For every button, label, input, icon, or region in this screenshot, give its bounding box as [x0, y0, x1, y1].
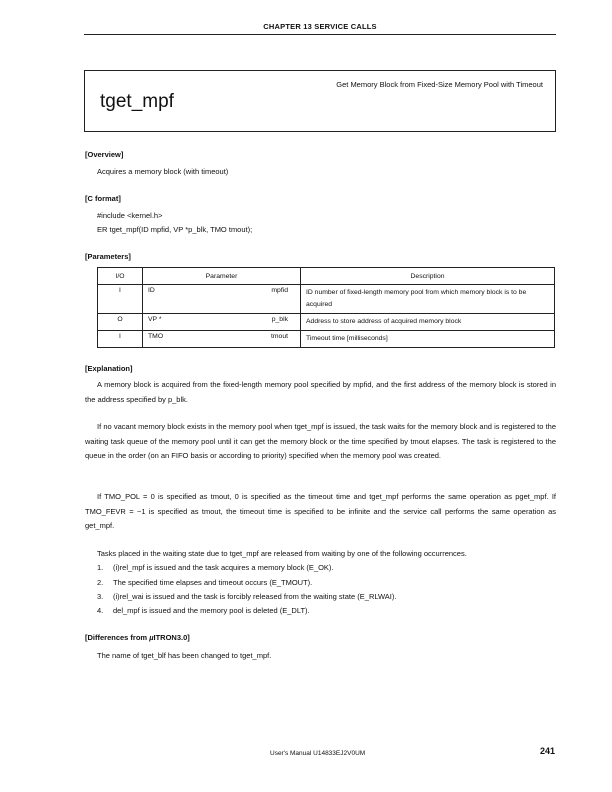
header-rule: [84, 34, 556, 35]
differences-text: The name of tget_blf has been changed to tget_mpf.: [97, 651, 272, 660]
overview-heading: [Overview]: [85, 150, 124, 159]
function-name: tget_mpf: [100, 91, 174, 112]
list-item: [97, 606, 310, 615]
explanation-paragraph-4: Tasks placed in the waiting state due to tget_mpf are released from waiting by one of the following occurrences.: [97, 549, 467, 558]
param-name: tmout: [213, 331, 301, 348]
table-header-row: [98, 268, 555, 285]
list-text: del_mpf is issued and the memory pool is deleted (E_DLT).: [113, 606, 310, 615]
c-format-heading: [C format]: [85, 194, 121, 203]
chapter-header: CHAPTER 13 SERVICE CALLS: [263, 22, 377, 31]
table-row: [98, 331, 555, 348]
c-format-include: #include <kernel.h>: [97, 211, 163, 220]
differences-heading: [85, 633, 190, 642]
footer-manual-id: User's Manual U14833EJ2V0UM: [270, 750, 366, 757]
list-number: 3.: [97, 592, 104, 601]
c-format-prototype: ER tget_mpf(ID mpfid, VP *p_blk, TMO tmout);: [97, 225, 253, 234]
table-row: [98, 285, 555, 314]
explanation-paragraph-1: A memory block is acquired from the fixed-length memory pool specified by mpfid, and the first address of the memory block is stored in the address specified by p_blk.: [85, 380, 556, 404]
parameters-table: [97, 267, 555, 348]
function-title-box: [84, 70, 556, 132]
param-type: TMO: [143, 331, 214, 348]
param-type: ID: [143, 285, 214, 314]
column-header-parameter: Parameter: [143, 268, 301, 285]
param-name: mpfid: [213, 285, 301, 314]
column-header-io: I/O: [98, 268, 143, 285]
list-item: [97, 592, 396, 601]
list-text: (i)rel_mpf is issued and the task acquires a memory block (E_OK).: [113, 563, 334, 572]
explanation-paragraph-2: If no vacant memory block exists in the memory pool when tget_mpf is issued, the task waits for the memory block and is registered to the waiting task queue of the memory pool until it can get the memory block or the time specified by tmout elapses. The task is registered to the queue in the order (on an FIFO basis or according to priority) specified when the memory pool was created.: [85, 422, 556, 460]
explanation-heading: [Explanation]: [85, 364, 133, 373]
overview-text: Acquires a memory block (with timeout): [97, 167, 229, 176]
function-description: Get Memory Block from Fixed-Size Memory Pool with Timeout: [336, 80, 543, 89]
param-name: p_blk: [213, 314, 301, 331]
differences-heading-prefix: [Differences from: [85, 633, 150, 642]
list-item: [97, 563, 334, 572]
list-text: (i)rel_wai is issued and the task is forcibly released from the waiting state (E_RLWAI).: [113, 592, 397, 601]
page-number: 241: [539, 746, 555, 756]
param-io: I: [98, 285, 143, 314]
table-row: [98, 314, 555, 331]
list-number: 2.: [97, 578, 104, 587]
list-number: 1.: [97, 563, 104, 572]
param-description: ID number of fixed-length memory pool from which memory block is to be acquired: [301, 285, 555, 314]
param-io: O: [98, 314, 143, 331]
param-description: Timeout time [milliseconds]: [301, 331, 555, 348]
param-io: I: [98, 331, 143, 348]
column-header-description: Description: [301, 268, 555, 285]
list-number: 4.: [97, 606, 104, 615]
explanation-paragraph-3: If TMO_POL = 0 is specified as tmout, 0 is specified as the timeout time and tget_mpf performs the same operation as pget_mpf. If TMO_FEVR = −1 is specified as tmout, the timeout time is specified to be infinite and the service call performs the same operation as get_mpf.: [85, 492, 556, 530]
param-description: Address to store address of acquired memory block: [301, 314, 555, 331]
list-text: The specified time elapses and timeout occurs (E_TMOUT).: [113, 578, 313, 587]
parameters-heading: [Parameters]: [85, 252, 131, 261]
differences-heading-suffix: ITRON3.0]: [153, 633, 190, 642]
param-type: VP *: [143, 314, 214, 331]
list-item: [97, 578, 312, 587]
mu-symbol: µ: [149, 633, 154, 642]
